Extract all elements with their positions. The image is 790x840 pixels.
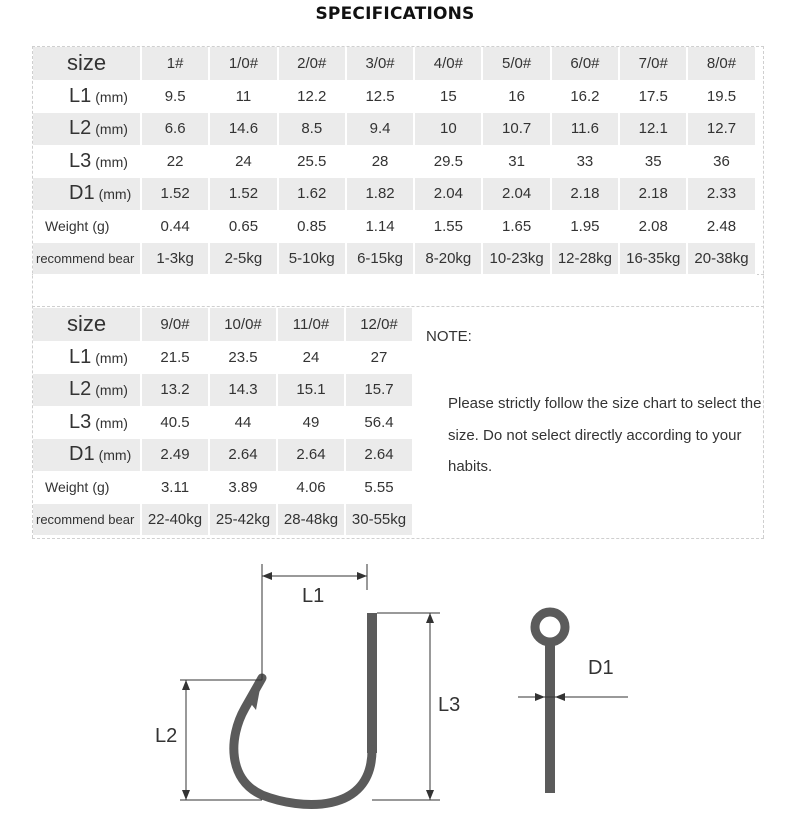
table-cell: 22-40kg <box>141 503 209 535</box>
row-label-name: L3 <box>69 149 92 172</box>
table-cell: 1.65 <box>482 210 550 242</box>
table-cell: 25-42kg <box>209 503 277 535</box>
row-label <box>33 177 141 210</box>
row-label <box>33 471 141 503</box>
table-cell: 4.06 <box>277 471 345 503</box>
size-column-header: 3/0# <box>346 47 414 80</box>
table-cell: 33 <box>551 145 619 177</box>
table-cell: 28 <box>346 145 414 177</box>
table-cell: 1-3kg <box>141 242 209 274</box>
table-cell: 5.55 <box>345 471 413 503</box>
table-cell: 15.7 <box>345 373 413 406</box>
table-cell: 6.6 <box>141 112 209 145</box>
table-cell: 25.5 <box>278 145 346 177</box>
table-cell: 1.14 <box>346 210 414 242</box>
row-label-name: L3 <box>69 410 92 433</box>
table-cell: 2.18 <box>551 177 619 210</box>
note-text: Please strictly follow the size chart to select the size. Do not select directly according to your habits. <box>448 395 762 475</box>
table-cell: 11.6 <box>551 112 619 145</box>
table-row <box>33 242 756 274</box>
table-cell: 5-10kg <box>278 242 346 274</box>
table-cell: 49 <box>277 406 345 438</box>
size-column-header: 7/0# <box>619 47 687 80</box>
row-label-unit: (g) <box>92 479 110 495</box>
row-label-name: L1 <box>69 84 92 107</box>
table-row <box>33 145 756 177</box>
table-cell: 2.04 <box>414 177 482 210</box>
table-cell: 1.62 <box>278 177 346 210</box>
row-label-unit: (mm) <box>95 88 128 105</box>
row-label <box>33 145 141 177</box>
size-header-label: size <box>33 308 141 341</box>
table-row <box>33 112 756 145</box>
size-column-header: 11/0# <box>277 308 345 341</box>
hook-diagram <box>0 560 790 840</box>
table-row <box>33 210 756 242</box>
table-cell: 1.52 <box>141 177 209 210</box>
table-cell: 15 <box>414 80 482 112</box>
l3-dimension <box>372 613 460 800</box>
d1-dimension <box>518 657 628 701</box>
row-label-name: D1 <box>69 443 95 465</box>
table-cell: 2.64 <box>345 438 413 471</box>
table-cell: 9.4 <box>346 112 414 145</box>
table-cell: 24 <box>277 341 345 373</box>
table-cell: 0.85 <box>278 210 346 242</box>
table-cell: 1.95 <box>551 210 619 242</box>
table-cell: 24 <box>209 145 277 177</box>
table-cell: 10 <box>414 112 482 145</box>
size-column-header: 5/0# <box>482 47 550 80</box>
size-column-header: 9/0# <box>141 308 209 341</box>
table-cell: 20-38kg <box>687 242 755 274</box>
row-label <box>33 373 141 406</box>
row-label-unit: (mm) <box>95 121 128 137</box>
row-label-unit: (mm) <box>98 447 132 463</box>
table-cell: 31 <box>482 145 550 177</box>
table-cell: 12.1 <box>619 112 687 145</box>
table-cell: 14.3 <box>209 373 277 406</box>
table-bottom-border <box>32 538 764 539</box>
row-label <box>33 242 141 274</box>
table-cell: 12.2 <box>278 80 346 112</box>
table-cell: 19.5 <box>687 80 755 112</box>
page-title: SPECIFICATIONS <box>315 4 475 24</box>
table-row <box>33 373 413 406</box>
row-label-name: L1 <box>69 345 92 368</box>
wire-shape <box>535 612 565 793</box>
table-cell: 17.5 <box>619 80 687 112</box>
table-cell: 1.52 <box>209 177 277 210</box>
table-row <box>33 503 413 535</box>
table-cell: 14.6 <box>209 112 277 145</box>
table-cell: 2.64 <box>209 438 277 471</box>
table-cell: 0.44 <box>141 210 209 242</box>
table-cell: 12-28kg <box>551 242 619 274</box>
l3-label: L3 <box>438 694 461 716</box>
table-cell: 21.5 <box>141 341 209 373</box>
row-label-name: D1 <box>69 182 95 204</box>
table-cell: 11 <box>209 80 277 112</box>
table-cell: 16.2 <box>551 80 619 112</box>
table-cell: 28-48kg <box>277 503 345 535</box>
row-label-name: recommend bear <box>36 511 135 527</box>
table-row <box>33 438 413 471</box>
size-column-header: 1/0# <box>209 47 277 80</box>
size-column-header: 6/0# <box>551 47 619 80</box>
row-label-unit: (g) <box>92 218 110 234</box>
size-column-header: 2/0# <box>278 47 346 80</box>
row-label <box>33 80 141 112</box>
table-cell: 30-55kg <box>345 503 413 535</box>
spec-table-2 <box>33 308 414 536</box>
table-cell: 0.65 <box>209 210 277 242</box>
row-label-name: Weight <box>45 479 89 495</box>
row-label-unit: (mm) <box>95 414 128 431</box>
row-label <box>33 438 141 471</box>
note-heading: NOTE: <box>426 328 472 345</box>
size-header-label: size <box>33 47 141 80</box>
table-cell: 6-15kg <box>346 242 414 274</box>
table-row <box>33 80 756 112</box>
l1-label: L1 <box>302 585 325 607</box>
d1-label: D1 <box>588 657 614 679</box>
table-cell: 40.5 <box>141 406 209 438</box>
table-cell: 2.08 <box>619 210 687 242</box>
size-column-header: 4/0# <box>414 47 482 80</box>
table-row <box>33 471 413 503</box>
table-cell: 10.7 <box>482 112 550 145</box>
row-label <box>33 210 141 242</box>
row-label-unit: (mm) <box>95 153 128 170</box>
row-label <box>33 503 141 535</box>
row-label-name: Weight <box>45 218 89 234</box>
table-cell: 10-23kg <box>482 242 550 274</box>
table-divider <box>32 306 764 307</box>
size-column-header: 10/0# <box>209 308 277 341</box>
table-cell: 27 <box>345 341 413 373</box>
table-row <box>33 341 413 373</box>
table-header-row <box>33 308 413 341</box>
table-cell: 2.33 <box>687 177 755 210</box>
table-cell: 23.5 <box>209 341 277 373</box>
table-cell: 1.82 <box>346 177 414 210</box>
row-label-name: L2 <box>69 378 92 400</box>
table-cell: 16-35kg <box>619 242 687 274</box>
table-cell: 2.49 <box>141 438 209 471</box>
row-label-unit: (mm) <box>95 349 128 366</box>
row-label-name: recommend bear <box>36 250 135 266</box>
row-label <box>33 112 141 145</box>
size-column-header: 1# <box>141 47 209 80</box>
row-label-unit: (mm) <box>95 382 128 398</box>
size-column-header: 8/0# <box>687 47 755 80</box>
table-cell: 12.5 <box>346 80 414 112</box>
table-cell: 9.5 <box>141 80 209 112</box>
table-cell: 2.48 <box>687 210 755 242</box>
table-cell: 2.18 <box>619 177 687 210</box>
table-cell: 15.1 <box>277 373 345 406</box>
spec-table-1 <box>33 47 757 275</box>
row-label-name: L2 <box>69 117 92 139</box>
table-cell: 16 <box>482 80 550 112</box>
size-column-header: 12/0# <box>345 308 413 341</box>
table-row <box>33 406 413 438</box>
table-cell: 36 <box>687 145 755 177</box>
table-header-row <box>33 47 756 80</box>
table-cell: 2.04 <box>482 177 550 210</box>
table-cell: 8.5 <box>278 112 346 145</box>
table-cell: 44 <box>209 406 277 438</box>
table-cell: 3.89 <box>209 471 277 503</box>
l2-label: L2 <box>155 725 178 747</box>
table-cell: 8-20kg <box>414 242 482 274</box>
table-cell: 29.5 <box>414 145 482 177</box>
row-label <box>33 341 141 373</box>
row-label <box>33 406 141 438</box>
table-cell: 13.2 <box>141 373 209 406</box>
hook-shape <box>234 613 377 805</box>
table-cell: 3.11 <box>141 471 209 503</box>
l1-dimension <box>262 564 367 680</box>
table-cell: 22 <box>141 145 209 177</box>
table-cell: 2-5kg <box>209 242 277 274</box>
table-cell: 1.55 <box>414 210 482 242</box>
table-cell: 35 <box>619 145 687 177</box>
row-label-unit: (mm) <box>98 186 132 202</box>
table-cell: 12.7 <box>687 112 755 145</box>
table-cell: 56.4 <box>345 406 413 438</box>
table-cell: 2.64 <box>277 438 345 471</box>
table-row <box>33 177 756 210</box>
